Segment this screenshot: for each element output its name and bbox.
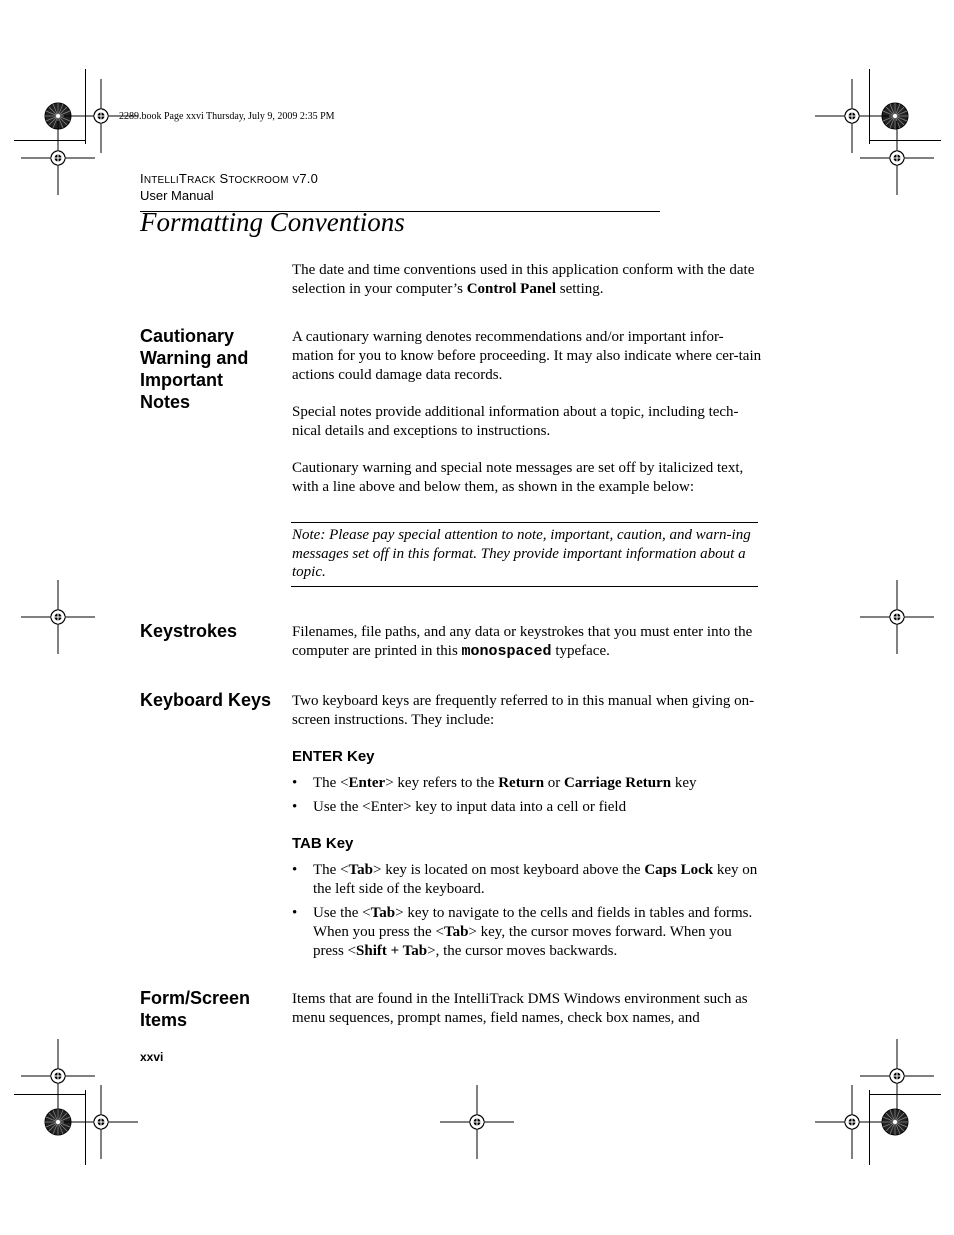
form-screen-paragraph: Items that are found in the IntelliTrack DMS Windows environment such as menu sequences, prompt names, field names, check box names, and (292, 991, 748, 1026)
cautionary-paragraph-2: Special notes provide additional information about a topic, including tech-nical details and exceptions to instructions. (292, 404, 739, 439)
keyboard-keys-intro: Two keyboard keys are frequently referred to in this manual when giving on-screen instructions. They include: (292, 693, 755, 728)
list-item-tab-2: • Use the <Tab> key to navigate to the cells and fields in tables and forms. When you press the <Tab> key, the cursor moves forward. When you press <Shift + Tab>, the cursor moves backwards. (292, 905, 753, 959)
list-item-enter-2: • Use the <Enter> key to input data into a cell or field (292, 799, 627, 815)
keystrokes-paragraph: Filenames, file paths, and any data or keystrokes that you must enter into the computer are printed in this monospaced typeface. (292, 624, 753, 660)
cautionary-paragraph-1: A cautionary warning denotes recommendations and/or important infor-mation for you to know before proceeding. It may also indicate where cer-tain actions could damage data records. (292, 329, 762, 383)
subheading-tab-key: TAB Key (292, 835, 354, 852)
note-box-text: Note: Please pay special attention to note, important, caution, and warn-ing messages set off in this format. They provide important information about a topic. (292, 527, 751, 580)
list-item-enter-1: • The <Enter> key refers to the Return or Carriage Return key (292, 775, 697, 791)
section-heading-form-screen: Form/Screen Items (140, 988, 251, 1030)
list-item-tab-1: • The <Tab> key is located on most keyboard above the Caps Lock key on the left side of the keyboard. (292, 862, 758, 897)
section-heading-keystrokes: Keystrokes (140, 621, 238, 641)
running-header-manual: User Manual (140, 188, 214, 203)
section-heading-cautionary: Cautionary Warning and Important Notes (140, 326, 249, 412)
page-number: xxvi (140, 1050, 164, 1064)
subheading-enter-key: ENTER Key (292, 748, 375, 765)
print-slug: 2289.book Page xxvi Thursday, July 9, 2009 2:35 PM (119, 111, 335, 122)
running-header-product: INTELLITRACK STOCKROOM V7.0 (140, 171, 319, 186)
page-title: Formatting Conventions (140, 207, 405, 237)
cautionary-paragraph-3: Cautionary warning and special note messages are set off by italicized text, with a line above and below them, as shown in the example below: (292, 460, 744, 495)
intro-paragraph: The date and time conventions used in this application conform with the date selection in your computer’s Control Panel setting. (292, 262, 755, 297)
note-rule-bottom (291, 586, 758, 587)
section-heading-keyboard-keys: Keyboard Keys (140, 690, 272, 710)
note-rule-top (291, 522, 758, 523)
